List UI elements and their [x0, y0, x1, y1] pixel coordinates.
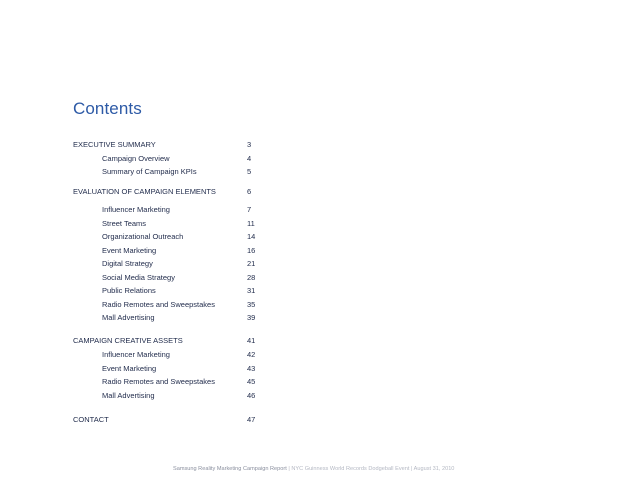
footer-date: August 31, 2010	[413, 466, 455, 472]
toc-entry-page-number: 21	[247, 259, 256, 268]
toc-entry-label: Mall Advertising	[102, 313, 155, 322]
toc-entry-label: Organizational Outreach	[102, 232, 184, 241]
toc-entry-label: Influencer Marketing	[102, 350, 170, 359]
toc-entry-page-number: 14	[247, 232, 256, 241]
page-footer	[173, 466, 454, 472]
toc-entry-page-number: 46	[247, 391, 256, 400]
toc-entry-page-number: 3	[247, 140, 252, 149]
toc-subsection-row[interactable]	[0, 218, 638, 230]
toc-entry-page-number: 41	[247, 336, 256, 345]
toc-subsection-row[interactable]	[0, 204, 638, 216]
toc-entry-page-number: 45	[247, 377, 256, 386]
toc-entry-label: Radio Remotes and Sweepstakes	[102, 300, 215, 309]
toc-subsection-row[interactable]	[0, 245, 638, 257]
toc-entry-page-number: 4	[247, 154, 252, 163]
toc-entry-label: Influencer Marketing	[102, 205, 170, 214]
toc-subsection-row[interactable]	[0, 231, 638, 243]
toc-entry-label: Event Marketing	[102, 364, 157, 373]
page-title: Contents	[73, 99, 142, 118]
toc-section-row[interactable]	[0, 186, 638, 198]
toc-entry-label: Campaign Overview	[102, 154, 170, 163]
toc-subsection-row[interactable]	[0, 285, 638, 297]
toc-entry-label: Street Teams	[102, 219, 147, 228]
footer-report-name: Samsung Reality Marketing Campaign Report	[173, 466, 287, 472]
toc-entry-label: Mall Advertising	[102, 391, 155, 400]
toc-subsection-row[interactable]	[0, 272, 638, 284]
toc-subsection-row[interactable]	[0, 363, 638, 375]
toc-entry-page-number: 42	[247, 350, 256, 359]
toc-subsection-row[interactable]	[0, 349, 638, 361]
footer-separator: |	[409, 466, 414, 472]
toc-entry-label: Social Media Strategy	[102, 273, 175, 282]
toc-entry-page-number: 28	[247, 273, 256, 282]
footer-event-name: NYC Guinness World Records Dodgeball Event	[291, 466, 410, 472]
toc-entry-label: Summary of Campaign KPIs	[102, 167, 197, 176]
footer-separator: |	[286, 466, 292, 472]
toc-entry-page-number: 5	[247, 167, 252, 176]
toc-entry-page-number: 39	[247, 313, 256, 322]
toc-entry-page-number: 35	[247, 300, 256, 309]
toc-entry-label: CAMPAIGN CREATIVE ASSETS	[73, 336, 183, 345]
toc-entry-page-number: 7	[247, 205, 252, 214]
toc-entry-page-number: 47	[247, 415, 256, 424]
toc-section-row[interactable]	[0, 139, 638, 151]
toc-section-row[interactable]	[0, 335, 638, 347]
toc-entry-page-number: 43	[247, 364, 256, 373]
toc-entry-label: CONTACT	[73, 415, 109, 424]
toc-subsection-row[interactable]	[0, 153, 638, 165]
toc-entry-label: EXECUTIVE SUMMARY	[73, 140, 156, 149]
toc-entry-label: Radio Remotes and Sweepstakes	[102, 377, 215, 386]
toc-entry-label: EVALUATION OF CAMPAIGN ELEMENTS	[73, 187, 216, 196]
toc-subsection-row[interactable]	[0, 299, 638, 311]
toc-entry-label: Event Marketing	[102, 246, 157, 255]
toc-section-row[interactable]	[0, 414, 638, 426]
toc-subsection-row[interactable]	[0, 258, 638, 270]
toc-entry-label: Digital Strategy	[102, 259, 153, 268]
toc-entry-label: Public Relations	[102, 286, 156, 295]
toc-subsection-row[interactable]	[0, 312, 638, 324]
toc-entry-page-number: 16	[247, 246, 256, 255]
toc-entry-page-number: 31	[247, 286, 256, 295]
toc-subsection-row[interactable]	[0, 390, 638, 402]
toc-entry-page-number: 6	[247, 187, 252, 196]
toc-subsection-row[interactable]	[0, 166, 638, 178]
toc-subsection-row[interactable]	[0, 376, 638, 388]
toc-entry-page-number: 11	[247, 219, 255, 228]
